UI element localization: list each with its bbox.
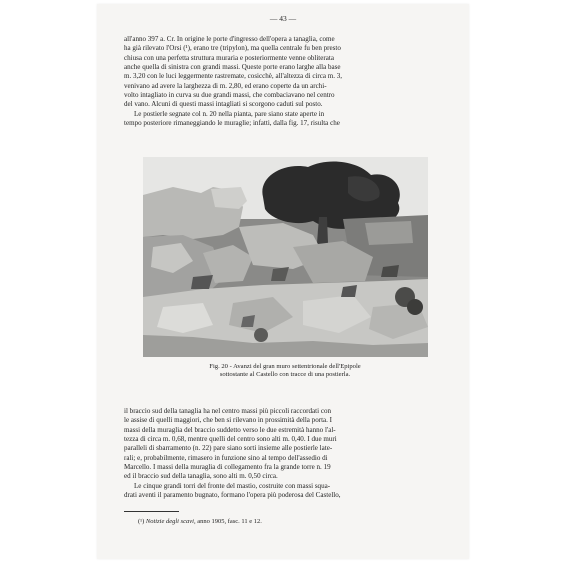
text-line: paralleli di sbarramento (n. 22) pare siano sorti insieme alle postierle late- — [124, 444, 333, 453]
footnote-mark: (¹) — [138, 518, 145, 525]
body-text-top — [124, 35, 446, 128]
text-line: ha già rilevato l'Orsi (¹), erano tre (tripylon), ma quella centrale fu ben presto — [124, 44, 341, 53]
text-line: Le postierle segnate col n. 20 nella pianta, pare siano state aperte in — [134, 109, 325, 118]
text-line: ed il braccio sud della tanaglia, sono alti m. 0,50 circa. — [124, 472, 278, 481]
text-line: le assise di quelli maggiori, che ben si rilevano in prossimità della porta. I — [124, 416, 333, 425]
text-line: volto intagliato in curva su due grandi massi, che combaciavano nel centro — [124, 91, 335, 100]
text-line: m. 3,20 con le luci leggermente rastremate, cosicchè, all'altezza di circa m. 3, — [124, 72, 343, 81]
body-text-bottom — [124, 407, 446, 500]
footnote — [138, 518, 262, 526]
text-line: venivano ad avere la larghezza di m. 2,80, ed erano coperte da un archi- — [124, 81, 327, 90]
figure-photo-ruins — [143, 157, 428, 357]
caption-line: Fig. 20 - Avanzi del gran muro settentrionale dell'Epipole — [209, 363, 361, 370]
text-line: tezza di circa m. 0,68, mentre quelli del centro sono alti m. 0,40. I due muri — [124, 435, 337, 444]
text-line: chiusa con una perfetta struttura muraria e posteriormente venne obliterata — [124, 53, 334, 62]
footnote-rest: , anno 1905, fasc. 11 e 12. — [193, 518, 262, 525]
footnote-divider — [124, 511, 179, 512]
text-line: del vano. Alcuni di questi massi intagliati si scorgono caduti sul posto. — [124, 100, 323, 109]
text-line: il braccio sud della tanaglia ha nel centro massi più piccoli raccordati con — [124, 407, 332, 415]
text-line: massi della muraglia del braccio suddetto verso le due estremità hanno l'al- — [124, 425, 336, 434]
text-line: Le cinque grandi torri del fronte del mastio, costruite con massi squa- — [134, 481, 331, 490]
text-line: Marcello. I massi della muraglia di collegamento fra la grande torre n. 19 — [124, 463, 331, 472]
text-line: all'anno 397 a. Cr. In origine le porte d'ingresso dell'opera a tanaglia, come — [124, 35, 335, 43]
footnote-title: Notizie degli scavi — [145, 518, 194, 525]
page-number: — 43 — — [269, 14, 297, 23]
figure-caption — [124, 363, 446, 380]
text-line: rali; e, probabilmente, rimasero in funzione sino al tempo dell'assedio di — [124, 453, 328, 462]
text-line: anche quella di sinistra con grandi massi. Queste porte erano larghe alla base — [124, 63, 341, 72]
book-page — [97, 4, 469, 559]
text-line: drati aventi il paramento bugnato, formano l'opera più poderosa del Castello, — [124, 491, 341, 500]
text-line: tempo posteriore rimaneggiando le muraglie; infatti, dalla fig. 17, risulta che — [124, 119, 340, 128]
caption-line: sottostante al Castello con tracce di una postierla. — [219, 371, 351, 379]
